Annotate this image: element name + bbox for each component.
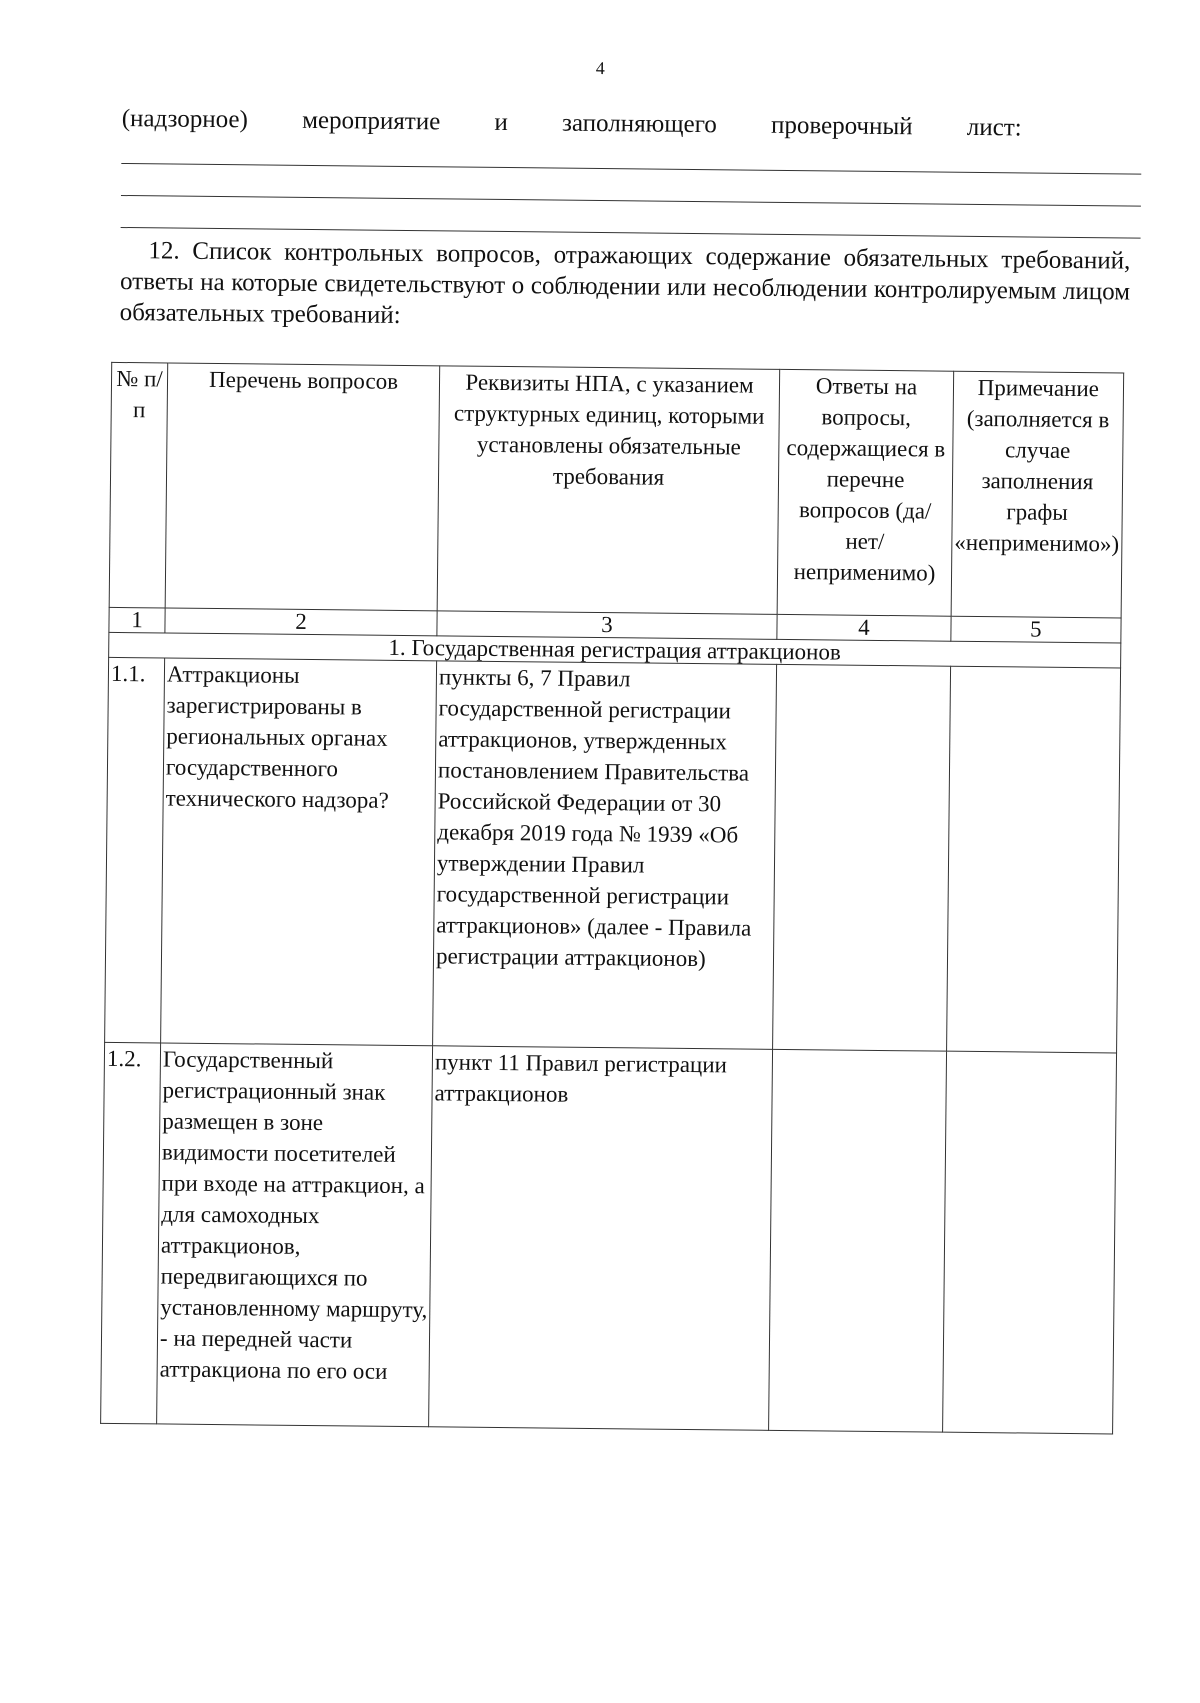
inspector-word: лист:	[966, 113, 1022, 142]
header-cell-questions: Перечень вопросов	[165, 363, 440, 611]
row-requisites: пункт 11 Правил регистрации аттракционов	[429, 1046, 773, 1431]
row-requisites: пункты 6, 7 Правил государственной регистрации аттракционов, утвержденных постановлением Правительства Российской Федерации от 30 декабря 2019 года № 1939 «Об утверждении Правил государственной регистрации аттракционов» (далее - Правила регистрации аттракционов)	[433, 661, 777, 1050]
blank-fill-line	[121, 163, 1141, 175]
row-answer[interactable]	[769, 1049, 947, 1432]
row-question: Государственный регистрационный знак размещен в зоне видимости посетителей при входе на аттракцион, а для самоходных аттракционов, передвигающихся по установленному маршруту, - на передней части аттракциона по его оси	[157, 1043, 433, 1427]
blank-fill-line	[121, 195, 1141, 207]
page-number: 4	[595, 57, 605, 79]
group-title: 1. Государственная регистрация аттракционов	[109, 632, 1121, 668]
header-cell-answers: Ответы на вопросы, содержащиеся в перечне вопросов (да/нет/неприменимо)	[777, 369, 954, 616]
header-cell-note: Примечание (заполняется в случае заполнения графы «неприменимо»)	[951, 371, 1123, 618]
inspector-word: и	[494, 108, 509, 137]
inspector-word: проверочный	[770, 111, 913, 141]
header-cell-number: № п/п	[109, 362, 168, 608]
column-number: 3	[437, 611, 777, 640]
inspector-word: мероприятие	[302, 106, 441, 136]
column-number: 4	[777, 614, 951, 641]
section-heading-text: 12. Список контрольных вопросов, отражающих содержание обязательных требований, ответы на которые свидетельствуют о соблюдении или несоблюдении контролируемым лицом обязательных требований:	[119, 237, 1131, 329]
row-number: 1.1.	[105, 657, 165, 1043]
row-note[interactable]	[947, 666, 1121, 1053]
column-number: 2	[165, 608, 437, 636]
table-row	[101, 1042, 1117, 1434]
row-answer[interactable]	[773, 664, 951, 1051]
inspector-word: (надзорное)	[121, 104, 249, 134]
table-header-row	[109, 362, 1123, 618]
table-row	[105, 657, 1121, 1053]
inspector-word: заполняющего	[561, 109, 717, 139]
row-number: 1.2.	[101, 1042, 161, 1424]
checklist-table	[100, 362, 1124, 1435]
header-cell-requisites: Реквизиты НПА, с указанием структурных единиц, которыми установлены обязательные требования	[437, 366, 780, 615]
inspector-line	[122, 105, 1022, 142]
column-number: 5	[951, 616, 1121, 643]
row-question: Аттракционы зарегистрированы в региональных органах государственного технического надзора?	[161, 658, 437, 1046]
row-note[interactable]	[943, 1051, 1117, 1434]
column-number: 1	[109, 607, 165, 633]
section-heading	[120, 235, 1131, 339]
